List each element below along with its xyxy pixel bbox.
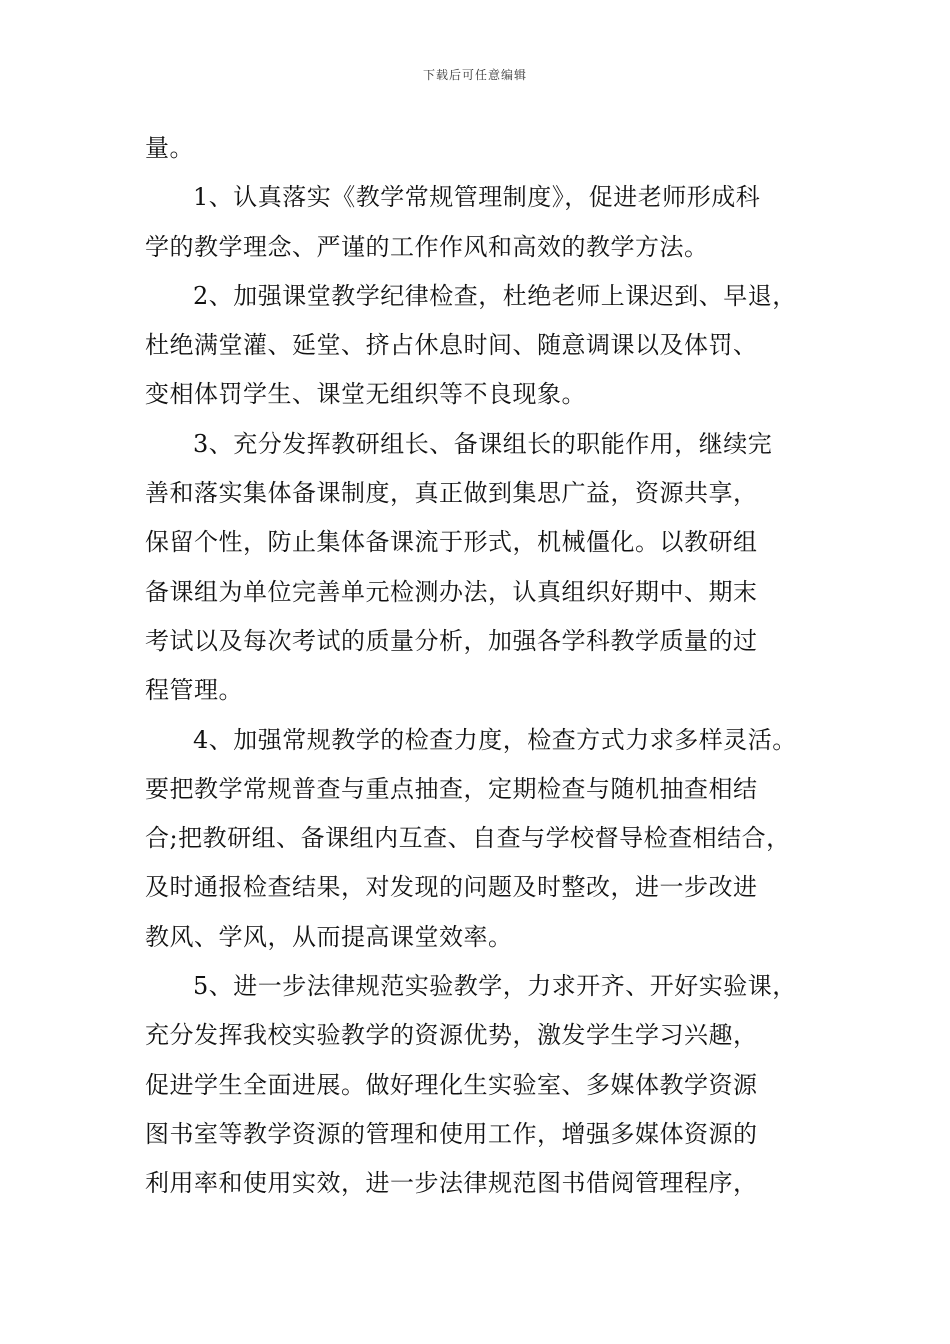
text-line: 备课组为单位完善单元检测办法，认真组织好期中、期末 bbox=[145, 577, 758, 606]
paragraph-5-start: 5、进一步法律规范实验教学，力求开齐、开好实验课， bbox=[193, 972, 797, 1001]
paragraph-4-start: 4、加强常规教学的检查力度，检查方式力求多样灵活。 bbox=[193, 725, 797, 754]
text-line: 利用率和使用实效，进一步法律规范图书借阅管理程序， bbox=[145, 1169, 758, 1198]
document-body bbox=[145, 124, 835, 1209]
text-line: 充分发挥我校实验教学的资源优势，激发学生学习兴趣， bbox=[145, 1021, 758, 1050]
text-line: 合;把教研组、备课组内互查、自查与学校督导检查相结合， bbox=[145, 824, 791, 853]
text-line: 杜绝满堂灌、延堂、挤占休息时间、随意调课以及体罚、 bbox=[145, 331, 758, 360]
text-line: 学的教学理念、严谨的工作作风和高效的教学方法。 bbox=[145, 232, 709, 261]
text-line: 教风、学风，从而提高课堂效率。 bbox=[145, 922, 513, 951]
text-line: 变相体罚学生、课堂无组织等不良现象。 bbox=[145, 380, 586, 409]
text-line: 及时通报检查结果，对发现的问题及时整改，进一步改进 bbox=[145, 873, 758, 902]
text-line: 要把教学常规普查与重点抽查，定期检查与随机抽查相结 bbox=[145, 774, 758, 803]
text-line: 图书室等教学资源的管理和使用工作，增强多媒体资源的 bbox=[145, 1119, 758, 1148]
text-line: 程管理。 bbox=[145, 676, 243, 705]
text-line: 量。 bbox=[145, 134, 194, 162]
text-line: 促进学生全面进展。做好理化生实验室、多媒体教学资源 bbox=[145, 1070, 758, 1099]
text-line: 保留个性，防止集体备课流于形式，机械僵化。以教研组 bbox=[145, 528, 758, 557]
paragraph-3-start: 3、充分发挥教研组长、备课组长的职能作用，继续完 bbox=[193, 429, 773, 458]
page-header: 下载后可任意编辑 bbox=[422, 68, 527, 82]
text-line: 善和落实集体备课制度，真正做到集思广益，资源共享， bbox=[145, 479, 758, 508]
paragraph-2-start: 2、加强课堂教学纪律检查，杜绝老师上课迟到、早退， bbox=[193, 281, 797, 310]
paragraph-1-start: 1、认真落实《教学常规管理制度》，促进老师形成科 bbox=[193, 183, 761, 212]
text-line: 考试以及每次考试的质量分析，加强各学科教学质量的过 bbox=[145, 626, 758, 655]
